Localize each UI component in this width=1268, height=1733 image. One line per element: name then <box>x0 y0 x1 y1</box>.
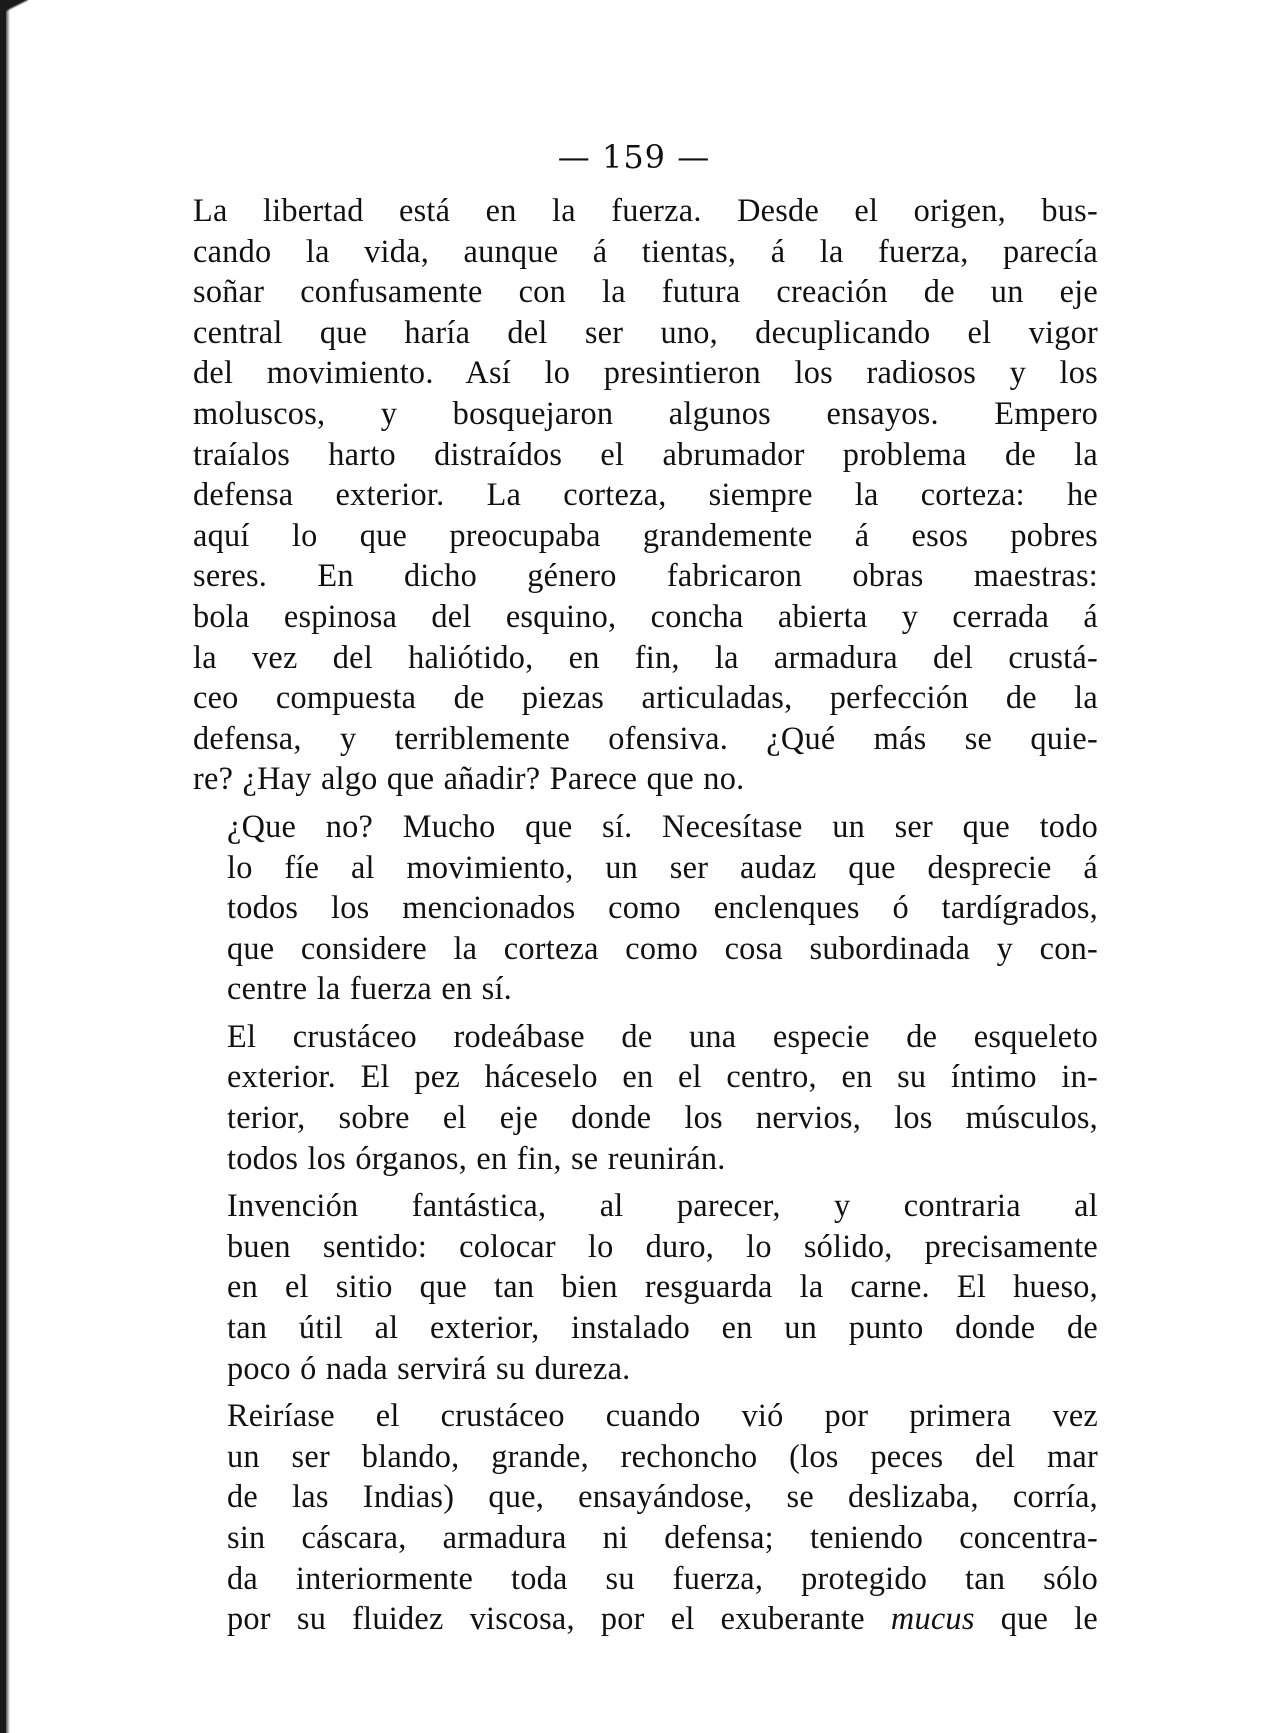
text-line: La libertad está en la fuerza. Desde el origen, bus- <box>193 192 1098 228</box>
text-line: en el sitio que tan bien resguarda la carne. El hueso, <box>227 1268 1098 1305</box>
paragraph-1 <box>193 190 1098 799</box>
text-line: defensa exterior. La corteza, siempre la corteza: he <box>193 476 1098 513</box>
text-line: re? ¿Hay algo que añadir? Parece que no. <box>193 760 745 797</box>
text-line: que considere la corteza como cosa subordinada y con- <box>227 929 1098 966</box>
text-line: de las Indias) que, ensayándose, se deslizaba, corría, <box>227 1478 1098 1515</box>
text-line: Reiríase el crustáceo cuando vió por primera vez <box>227 1397 1098 1434</box>
final-line-after: que le <box>974 1600 1098 1637</box>
text-line: la vez del haliótido, en fin, la armadura del crustá- <box>193 638 1098 675</box>
page-binding-edge <box>0 0 6 1733</box>
text-line: todos los órganos, en fin, se reunirán. <box>227 1139 726 1176</box>
paragraph-2 <box>193 806 1098 1009</box>
text-line: cando la vida, aunque á tientas, á la fuerza, parecía <box>193 232 1098 269</box>
text-line: moluscos, y bosquejaron algunos ensayos. Empero <box>193 394 1098 431</box>
text-line: Invención fantástica, al parecer, y contraria al <box>227 1187 1098 1224</box>
final-line-before: por su fluidez viscosa, por el exuberante <box>227 1600 891 1637</box>
paragraph-3 <box>193 1016 1098 1178</box>
paragraph-5 <box>193 1395 1098 1639</box>
text-line: terior, sobre el eje donde los nervios, los músculos, <box>227 1099 1098 1136</box>
text-line: traíalos harto distraídos el abrumador problema de la <box>193 435 1098 472</box>
text-line: ceo compuesta de piezas articuladas, perfección de la <box>193 679 1098 716</box>
text-line: defensa, y terriblemente ofensiva. ¿Qué más se quie- <box>193 719 1098 756</box>
text-line: sin cáscara, armadura ni defensa; teniendo concentra- <box>227 1519 1098 1555</box>
page-binding-notch <box>0 0 28 14</box>
text-line: da interiormente toda su fuerza, protegido tan sólo <box>227 1559 1098 1596</box>
page-number: — 159 — <box>557 138 711 176</box>
text-line: aquí lo que preocupaba grandemente á esos pobres <box>193 516 1098 553</box>
text-line: buen sentido: colocar lo duro, lo sólido, precisamente <box>227 1227 1098 1264</box>
body-text <box>193 190 1098 1646</box>
text-line-final <box>193 1598 1098 1639</box>
text-line: tan útil al exterior, instalado en un punto donde de <box>227 1309 1098 1346</box>
text-line: lo fíe al movimiento, un ser audaz que desprecie á <box>227 848 1098 885</box>
paragraph-4 <box>193 1185 1098 1388</box>
text-line: bola espinosa del esquino, concha abierta y cerrada á <box>193 597 1098 634</box>
text-line: un ser blando, grande, rechoncho (los peces del mar <box>227 1437 1098 1474</box>
text-line: soñar confusamente con la futura creación de un eje <box>193 273 1098 310</box>
text-line: del movimiento. Así lo presintieron los radiosos y los <box>193 354 1098 391</box>
text-line: centre la fuerza en sí. <box>227 970 512 1007</box>
text-line: El crustáceo rodeábase de una especie de esqueleto <box>227 1017 1098 1054</box>
text-line: central que haría del ser uno, decuplicando el vigor <box>193 313 1098 350</box>
text-line: ¿Que no? Mucho que sí. Necesítase un ser que todo <box>227 807 1098 844</box>
text-line: todos los mencionados como enclenques ó tardígrados, <box>227 889 1098 926</box>
text-line: seres. En dicho género fabricaron obras maestras: <box>193 557 1098 594</box>
italic-term: mucus <box>890 1600 975 1637</box>
text-line: exterior. El pez háceselo en el centro, en su íntimo in- <box>227 1058 1098 1095</box>
text-line: poco ó nada servirá su dureza. <box>227 1349 631 1386</box>
